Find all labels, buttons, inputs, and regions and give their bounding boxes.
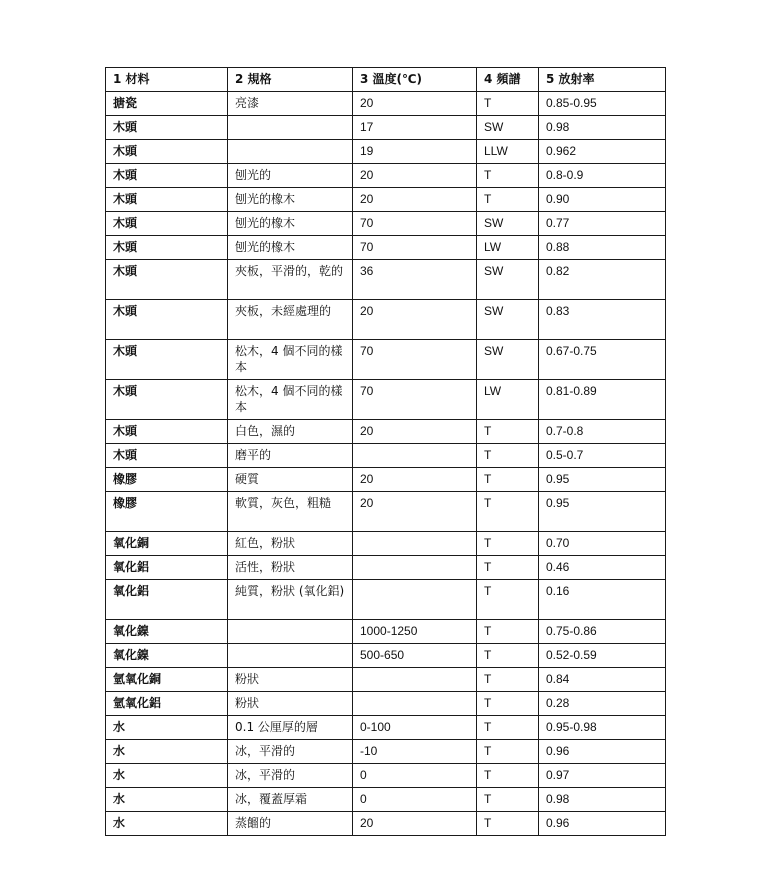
table-row bbox=[106, 468, 666, 492]
cell-spec: 刨光的 bbox=[228, 164, 353, 188]
cell-emissivity: 0.95 bbox=[539, 492, 666, 532]
cell-material: 木頭 bbox=[106, 164, 228, 188]
cell-spec: 夾板，平滑的，乾的 bbox=[228, 260, 353, 300]
cell-spec: 松木，4 個不同的樣本 bbox=[228, 340, 353, 380]
cell-spec: 亮漆 bbox=[228, 92, 353, 116]
table-row bbox=[106, 556, 666, 580]
cell-emissivity: 0.95-0.98 bbox=[539, 716, 666, 740]
cell-material: 木頭 bbox=[106, 340, 228, 380]
cell-temperature: 20 bbox=[353, 468, 477, 492]
cell-temperature bbox=[353, 692, 477, 716]
header-material: 1 材料 bbox=[106, 68, 228, 92]
cell-spec bbox=[228, 644, 353, 668]
cell-temperature: 0-100 bbox=[353, 716, 477, 740]
cell-emissivity: 0.67-0.75 bbox=[539, 340, 666, 380]
cell-spectrum: SW bbox=[477, 340, 539, 380]
cell-emissivity: 0.85-0.95 bbox=[539, 92, 666, 116]
cell-spec bbox=[228, 140, 353, 164]
cell-spec: 磨平的 bbox=[228, 444, 353, 468]
table-row bbox=[106, 492, 666, 532]
cell-temperature: 20 bbox=[353, 92, 477, 116]
cell-spec: 刨光的橡木 bbox=[228, 212, 353, 236]
cell-material: 橡膠 bbox=[106, 492, 228, 532]
cell-spec: 硬質 bbox=[228, 468, 353, 492]
cell-spec: 0.1 公厘厚的層 bbox=[228, 716, 353, 740]
cell-material: 橡膠 bbox=[106, 468, 228, 492]
cell-temperature bbox=[353, 668, 477, 692]
cell-spec bbox=[228, 620, 353, 644]
cell-temperature: 20 bbox=[353, 420, 477, 444]
cell-emissivity: 0.16 bbox=[539, 580, 666, 620]
cell-spectrum: T bbox=[477, 668, 539, 692]
cell-material: 氧化銅 bbox=[106, 532, 228, 556]
cell-temperature: 20 bbox=[353, 492, 477, 532]
cell-temperature: 70 bbox=[353, 212, 477, 236]
cell-temperature: 20 bbox=[353, 300, 477, 340]
cell-emissivity: 0.82 bbox=[539, 260, 666, 300]
cell-temperature: 17 bbox=[353, 116, 477, 140]
cell-material: 水 bbox=[106, 812, 228, 836]
table-row bbox=[106, 668, 666, 692]
cell-material: 水 bbox=[106, 788, 228, 812]
cell-spectrum: T bbox=[477, 812, 539, 836]
cell-spec: 夾板，未經處理的 bbox=[228, 300, 353, 340]
cell-spectrum: SW bbox=[477, 260, 539, 300]
cell-spectrum: LW bbox=[477, 380, 539, 420]
cell-material: 木頭 bbox=[106, 116, 228, 140]
table-row bbox=[106, 644, 666, 668]
cell-spectrum: T bbox=[477, 740, 539, 764]
cell-temperature: -10 bbox=[353, 740, 477, 764]
table-row bbox=[106, 788, 666, 812]
table-row bbox=[106, 188, 666, 212]
cell-material: 木頭 bbox=[106, 188, 228, 212]
cell-temperature bbox=[353, 444, 477, 468]
cell-emissivity: 0.95 bbox=[539, 468, 666, 492]
cell-emissivity: 0.70 bbox=[539, 532, 666, 556]
table-row bbox=[106, 444, 666, 468]
table-row bbox=[106, 716, 666, 740]
cell-temperature: 0 bbox=[353, 788, 477, 812]
table-row bbox=[106, 164, 666, 188]
cell-material: 水 bbox=[106, 716, 228, 740]
cell-emissivity: 0.84 bbox=[539, 668, 666, 692]
table-row bbox=[106, 420, 666, 444]
cell-spec: 刨光的橡木 bbox=[228, 236, 353, 260]
cell-spectrum: T bbox=[477, 580, 539, 620]
table-row bbox=[106, 340, 666, 380]
cell-material: 木頭 bbox=[106, 444, 228, 468]
cell-material: 木頭 bbox=[106, 260, 228, 300]
cell-material: 氫氧化鋁 bbox=[106, 692, 228, 716]
cell-spectrum: SW bbox=[477, 116, 539, 140]
cell-emissivity: 0.88 bbox=[539, 236, 666, 260]
cell-temperature: 20 bbox=[353, 164, 477, 188]
header-spectrum: 4 頻譜 bbox=[477, 68, 539, 92]
emissivity-table bbox=[105, 67, 666, 836]
header-spec: 2 規格 bbox=[228, 68, 353, 92]
cell-temperature: 70 bbox=[353, 380, 477, 420]
cell-temperature: 19 bbox=[353, 140, 477, 164]
cell-spec: 蒸餾的 bbox=[228, 812, 353, 836]
cell-material: 水 bbox=[106, 764, 228, 788]
cell-spectrum: LW bbox=[477, 236, 539, 260]
header-emissivity: 5 放射率 bbox=[539, 68, 666, 92]
cell-emissivity: 0.98 bbox=[539, 116, 666, 140]
cell-spectrum: T bbox=[477, 92, 539, 116]
cell-material: 氧化鋁 bbox=[106, 580, 228, 620]
cell-spec: 冰，覆蓋厚霜 bbox=[228, 788, 353, 812]
cell-temperature bbox=[353, 580, 477, 620]
cell-spec: 軟質，灰色，粗糙 bbox=[228, 492, 353, 532]
cell-emissivity: 0.46 bbox=[539, 556, 666, 580]
cell-material: 水 bbox=[106, 740, 228, 764]
table-row bbox=[106, 212, 666, 236]
cell-spectrum: T bbox=[477, 164, 539, 188]
table-row bbox=[106, 620, 666, 644]
cell-spectrum: T bbox=[477, 556, 539, 580]
cell-material: 氧化鎳 bbox=[106, 620, 228, 644]
cell-spec: 刨光的橡木 bbox=[228, 188, 353, 212]
table-row bbox=[106, 692, 666, 716]
cell-temperature: 70 bbox=[353, 340, 477, 380]
cell-emissivity: 0.75-0.86 bbox=[539, 620, 666, 644]
cell-spectrum: LLW bbox=[477, 140, 539, 164]
cell-temperature: 1000-1250 bbox=[353, 620, 477, 644]
cell-material: 木頭 bbox=[106, 212, 228, 236]
table-row bbox=[106, 580, 666, 620]
cell-spectrum: SW bbox=[477, 212, 539, 236]
cell-spec: 松木，4 個不同的樣本 bbox=[228, 380, 353, 420]
cell-spectrum: T bbox=[477, 620, 539, 644]
cell-temperature: 20 bbox=[353, 188, 477, 212]
table-row bbox=[106, 380, 666, 420]
cell-emissivity: 0.83 bbox=[539, 300, 666, 340]
cell-spectrum: T bbox=[477, 532, 539, 556]
cell-emissivity: 0.81-0.89 bbox=[539, 380, 666, 420]
table-row bbox=[106, 532, 666, 556]
cell-emissivity: 0.90 bbox=[539, 188, 666, 212]
cell-temperature bbox=[353, 556, 477, 580]
cell-temperature: 70 bbox=[353, 236, 477, 260]
cell-emissivity: 0.5-0.7 bbox=[539, 444, 666, 468]
table-row bbox=[106, 740, 666, 764]
cell-temperature: 36 bbox=[353, 260, 477, 300]
cell-spectrum: T bbox=[477, 492, 539, 532]
cell-emissivity: 0.98 bbox=[539, 788, 666, 812]
cell-material: 木頭 bbox=[106, 300, 228, 340]
table-row bbox=[106, 116, 666, 140]
table-row bbox=[106, 812, 666, 836]
table-row bbox=[106, 300, 666, 340]
cell-spectrum: T bbox=[477, 444, 539, 468]
cell-material: 搪瓷 bbox=[106, 92, 228, 116]
cell-spectrum: T bbox=[477, 644, 539, 668]
cell-spec: 冰，平滑的 bbox=[228, 764, 353, 788]
cell-spec: 活性，粉狀 bbox=[228, 556, 353, 580]
cell-material: 木頭 bbox=[106, 236, 228, 260]
cell-spectrum: SW bbox=[477, 300, 539, 340]
cell-spec bbox=[228, 116, 353, 140]
cell-temperature bbox=[353, 532, 477, 556]
cell-temperature: 0 bbox=[353, 764, 477, 788]
header-temperature: 3 溫度(℃) bbox=[353, 68, 477, 92]
cell-temperature: 20 bbox=[353, 812, 477, 836]
cell-material: 木頭 bbox=[106, 420, 228, 444]
cell-emissivity: 0.962 bbox=[539, 140, 666, 164]
cell-spec: 白色，濕的 bbox=[228, 420, 353, 444]
cell-material: 木頭 bbox=[106, 140, 228, 164]
table-row bbox=[106, 260, 666, 300]
cell-spectrum: T bbox=[477, 788, 539, 812]
cell-spec: 冰，平滑的 bbox=[228, 740, 353, 764]
cell-spectrum: T bbox=[477, 764, 539, 788]
cell-spec: 粉狀 bbox=[228, 668, 353, 692]
cell-emissivity: 0.7-0.8 bbox=[539, 420, 666, 444]
cell-emissivity: 0.28 bbox=[539, 692, 666, 716]
table-row bbox=[106, 140, 666, 164]
cell-material: 氧化鋁 bbox=[106, 556, 228, 580]
table-row bbox=[106, 236, 666, 260]
cell-spec: 紅色，粉狀 bbox=[228, 532, 353, 556]
cell-emissivity: 0.96 bbox=[539, 740, 666, 764]
cell-spectrum: T bbox=[477, 716, 539, 740]
cell-spectrum: T bbox=[477, 420, 539, 444]
cell-material: 木頭 bbox=[106, 380, 228, 420]
cell-spectrum: T bbox=[477, 468, 539, 492]
cell-emissivity: 0.8-0.9 bbox=[539, 164, 666, 188]
cell-emissivity: 0.96 bbox=[539, 812, 666, 836]
table-row bbox=[106, 92, 666, 116]
cell-emissivity: 0.97 bbox=[539, 764, 666, 788]
cell-spectrum: T bbox=[477, 692, 539, 716]
cell-spec: 純質，粉狀 (氧化鋁) bbox=[228, 580, 353, 620]
table-row bbox=[106, 764, 666, 788]
cell-spectrum: T bbox=[477, 188, 539, 212]
cell-material: 氧化鎳 bbox=[106, 644, 228, 668]
cell-material: 氫氧化銅 bbox=[106, 668, 228, 692]
table-header-row bbox=[106, 68, 666, 92]
cell-emissivity: 0.77 bbox=[539, 212, 666, 236]
cell-temperature: 500-650 bbox=[353, 644, 477, 668]
cell-spec: 粉狀 bbox=[228, 692, 353, 716]
cell-emissivity: 0.52-0.59 bbox=[539, 644, 666, 668]
